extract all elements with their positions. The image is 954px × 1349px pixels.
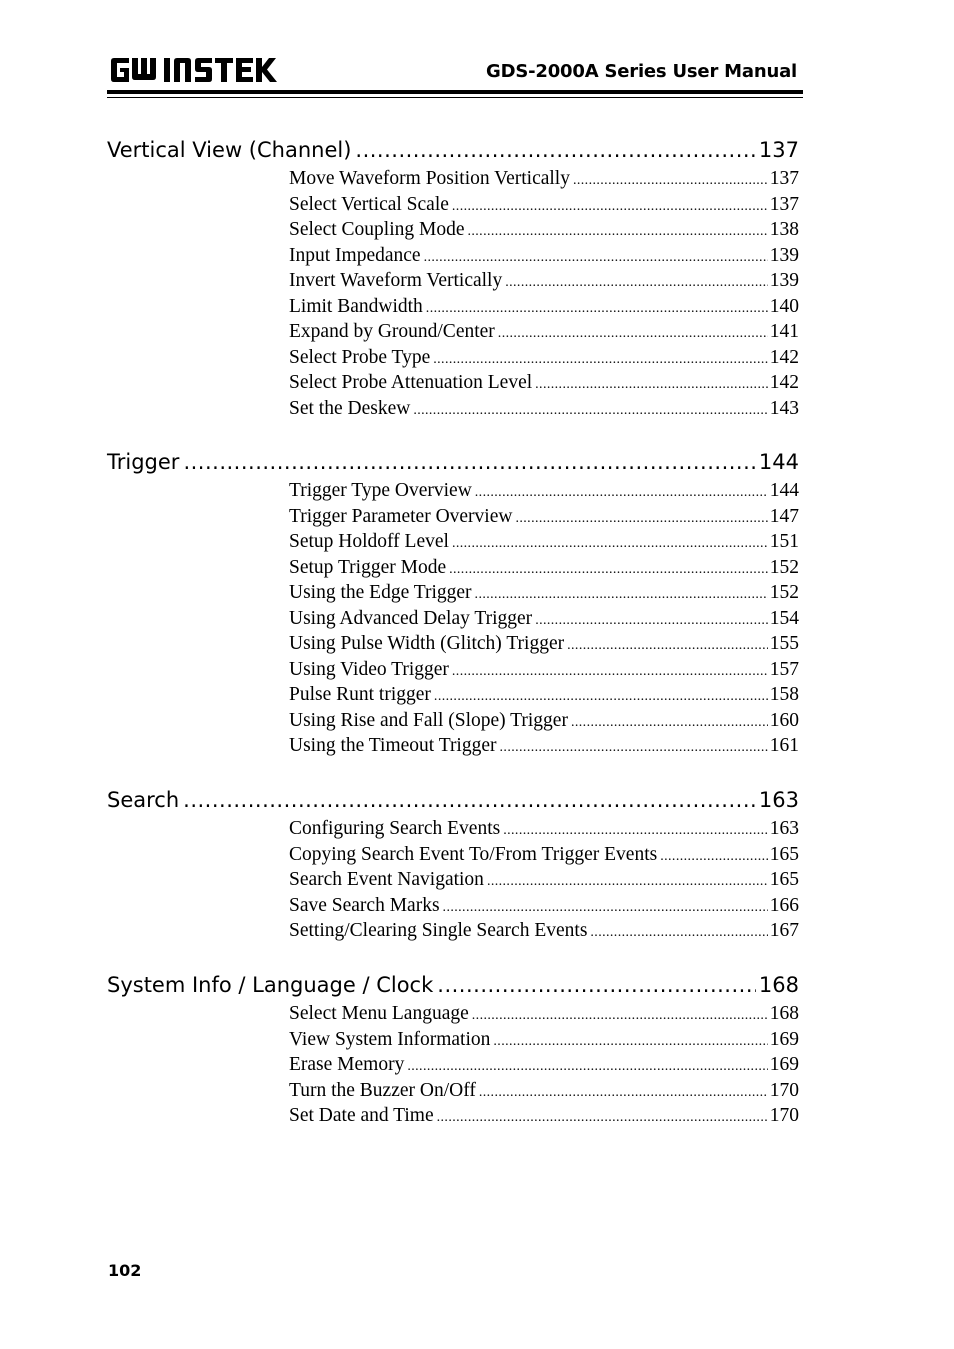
entry-title: Search Event Navigation: [289, 869, 484, 890]
dot-leader: [183, 450, 755, 474]
toc-section: [107, 973, 799, 1131]
entry-title: Using the Timeout Trigger: [289, 735, 497, 756]
entry-page-number: 139: [769, 244, 799, 266]
toc-entry[interactable]: [289, 168, 799, 194]
entry-title: Trigger Parameter Overview: [289, 505, 513, 527]
section-title: Vertical View (Channel): [107, 138, 352, 162]
entry-title: Set Date and Time: [289, 1105, 434, 1126]
toc-entry[interactable]: [289, 557, 799, 583]
dot-leader: [443, 900, 768, 916]
dot-leader: [567, 638, 768, 654]
toc-entry[interactable]: [289, 818, 799, 844]
section-page-number: 137: [758, 138, 799, 162]
entry-page-number: 155: [769, 633, 799, 654]
dot-leader: [503, 823, 768, 839]
toc-entry[interactable]: [289, 372, 799, 398]
entry-title: Limit Bandwidth: [289, 295, 423, 317]
entry-page-number: 170: [769, 1079, 799, 1101]
entry-title: Select Coupling Mode: [289, 219, 465, 240]
entry-title: Turn the Buzzer On/Off: [289, 1079, 476, 1101]
entry-title: Copying Search Event To/From Trigger Events: [289, 843, 658, 865]
toc-section: [107, 788, 799, 946]
dot-leader: [449, 562, 768, 578]
entry-title: Setup Trigger Mode: [289, 556, 447, 578]
entry-list: [289, 1003, 799, 1131]
section-page-number: 163: [758, 788, 799, 812]
toc-entry[interactable]: [289, 296, 799, 322]
entry-page-number: 142: [769, 346, 799, 368]
toc-entry[interactable]: [289, 633, 799, 659]
dot-leader: [535, 613, 768, 629]
dot-leader: [479, 1085, 768, 1101]
gw-instek-logo: [109, 56, 279, 84]
toc-entry[interactable]: [289, 531, 799, 557]
entry-title: Invert Waveform Vertically: [289, 270, 503, 291]
dot-leader: [590, 925, 767, 941]
dot-leader: [407, 1059, 767, 1075]
entry-title: Input Impedance: [289, 244, 421, 266]
dot-leader: [437, 1110, 768, 1126]
entry-page-number: 163: [769, 818, 799, 839]
entry-page-number: 157: [769, 658, 799, 680]
toc-entry[interactable]: [289, 219, 799, 245]
dot-leader: [437, 973, 756, 997]
dot-leader: [467, 224, 767, 240]
entry-page-number: 167: [769, 920, 799, 941]
entry-title: Using Video Trigger: [289, 658, 449, 680]
entry-page-number: 144: [769, 480, 799, 501]
dot-leader: [571, 715, 768, 731]
entry-title: Select Menu Language: [289, 1003, 469, 1024]
toc-entry[interactable]: [289, 735, 799, 761]
entry-page-number: 152: [769, 556, 799, 578]
toc-entry[interactable]: [289, 194, 799, 220]
dot-leader: [573, 173, 768, 189]
entry-page-number: 154: [769, 607, 799, 629]
entry-page-number: 158: [769, 684, 799, 705]
section-heading[interactable]: [107, 450, 799, 480]
entry-title: Using Rise and Fall (Slope) Trigger: [289, 709, 568, 731]
entry-title: Move Waveform Position Vertically: [289, 168, 570, 189]
dot-leader: [515, 511, 767, 527]
entry-page-number: 165: [769, 869, 799, 890]
dot-leader: [413, 403, 767, 419]
toc-entry[interactable]: [289, 1054, 799, 1080]
entry-page-number: 151: [769, 531, 799, 552]
toc-entry[interactable]: [289, 659, 799, 685]
dot-leader: [472, 1008, 768, 1024]
entry-title: Pulse Runt trigger: [289, 684, 431, 705]
entry-page-number: 137: [769, 193, 799, 215]
entry-title: Save Search Marks: [289, 894, 440, 916]
dot-leader: [426, 301, 768, 317]
entry-page-number: 169: [769, 1054, 799, 1075]
dot-leader: [452, 199, 768, 215]
toc-entry[interactable]: [289, 245, 799, 271]
entry-title: Set the Deskew: [289, 397, 411, 419]
entry-title: Using the Edge Trigger: [289, 582, 472, 603]
section-heading[interactable]: [107, 138, 799, 168]
entry-page-number: 143: [769, 397, 799, 419]
toc-entry[interactable]: [289, 321, 799, 347]
dot-leader: [475, 485, 768, 501]
entry-page-number: 138: [769, 219, 799, 240]
header-rule-thick: [107, 90, 803, 94]
section-heading[interactable]: [107, 788, 799, 818]
entry-title: Configuring Search Events: [289, 818, 501, 839]
entry-title: Erase Memory: [289, 1054, 405, 1075]
entry-title: View System Information: [289, 1028, 491, 1050]
entry-list: [289, 480, 799, 761]
dot-leader: [452, 536, 768, 552]
entry-page-number: 161: [769, 735, 799, 756]
manual-title: GDS-2000A Series User Manual: [486, 61, 797, 82]
entry-list: [289, 818, 799, 946]
entry-page-number: 140: [769, 295, 799, 317]
entry-list: [289, 168, 799, 423]
toc-entry[interactable]: [289, 844, 799, 870]
entry-title: Expand by Ground/Center: [289, 321, 495, 342]
dot-leader: [493, 1034, 767, 1050]
dot-leader: [498, 326, 768, 342]
section-title: Search: [107, 788, 180, 812]
toc-entry[interactable]: [289, 869, 799, 895]
dot-leader: [660, 849, 768, 865]
toc-entry[interactable]: [289, 710, 799, 736]
entry-page-number: 152: [769, 582, 799, 603]
dot-leader: [500, 740, 768, 756]
entry-page-number: 169: [769, 1028, 799, 1050]
section-page-number: 144: [758, 450, 799, 474]
entry-page-number: 166: [769, 894, 799, 916]
dot-leader: [433, 352, 768, 368]
toc-entry[interactable]: [289, 1080, 799, 1106]
toc-entry[interactable]: [289, 608, 799, 634]
dot-leader: [505, 275, 768, 291]
dot-leader: [487, 874, 768, 890]
toc-entry[interactable]: [289, 1003, 799, 1029]
section-page-number: 168: [758, 973, 799, 997]
entry-page-number: 165: [769, 843, 799, 865]
dot-leader: [452, 664, 768, 680]
toc-entry[interactable]: [289, 398, 799, 424]
entry-title: Select Probe Type: [289, 346, 431, 368]
toc-entry[interactable]: [289, 480, 799, 506]
entry-title: Select Probe Attenuation Level: [289, 372, 533, 393]
entry-title: Trigger Type Overview: [289, 480, 472, 501]
entry-page-number: 142: [769, 372, 799, 393]
header-rule-thin: [107, 97, 803, 98]
dot-leader: [183, 788, 756, 812]
toc-section: [107, 450, 799, 761]
section-heading[interactable]: [107, 973, 799, 1003]
toc-entry[interactable]: [289, 270, 799, 296]
section-title: Trigger: [107, 450, 180, 474]
entry-page-number: 170: [769, 1105, 799, 1126]
entry-page-number: 168: [769, 1003, 799, 1024]
entry-page-number: 137: [769, 168, 799, 189]
entry-page-number: 147: [769, 505, 799, 527]
entry-title: Setting/Clearing Single Search Events: [289, 920, 588, 941]
entry-title: Setup Holdoff Level: [289, 531, 449, 552]
entry-title: Using Pulse Width (Glitch) Trigger: [289, 633, 565, 654]
toc-entry[interactable]: [289, 582, 799, 608]
dot-leader: [355, 138, 756, 162]
toc-section: [107, 138, 799, 423]
entry-page-number: 141: [769, 321, 799, 342]
toc-entry[interactable]: [289, 1105, 799, 1131]
entry-page-number: 139: [769, 270, 799, 291]
toc-entry[interactable]: [289, 684, 799, 710]
page-number: 102: [108, 1261, 142, 1280]
entry-title: Using Advanced Delay Trigger: [289, 607, 533, 629]
section-title: System Info / Language / Clock: [107, 973, 434, 997]
dot-leader: [424, 250, 768, 266]
entry-page-number: 160: [769, 709, 799, 731]
entry-title: Select Vertical Scale: [289, 193, 449, 215]
dot-leader: [434, 689, 768, 705]
toc-entry[interactable]: [289, 895, 799, 921]
toc-entry[interactable]: [289, 920, 799, 946]
toc-entry[interactable]: [289, 1029, 799, 1055]
dot-leader: [475, 587, 768, 603]
toc-entry[interactable]: [289, 506, 799, 532]
dot-leader: [535, 377, 768, 393]
toc-entry[interactable]: [289, 347, 799, 373]
